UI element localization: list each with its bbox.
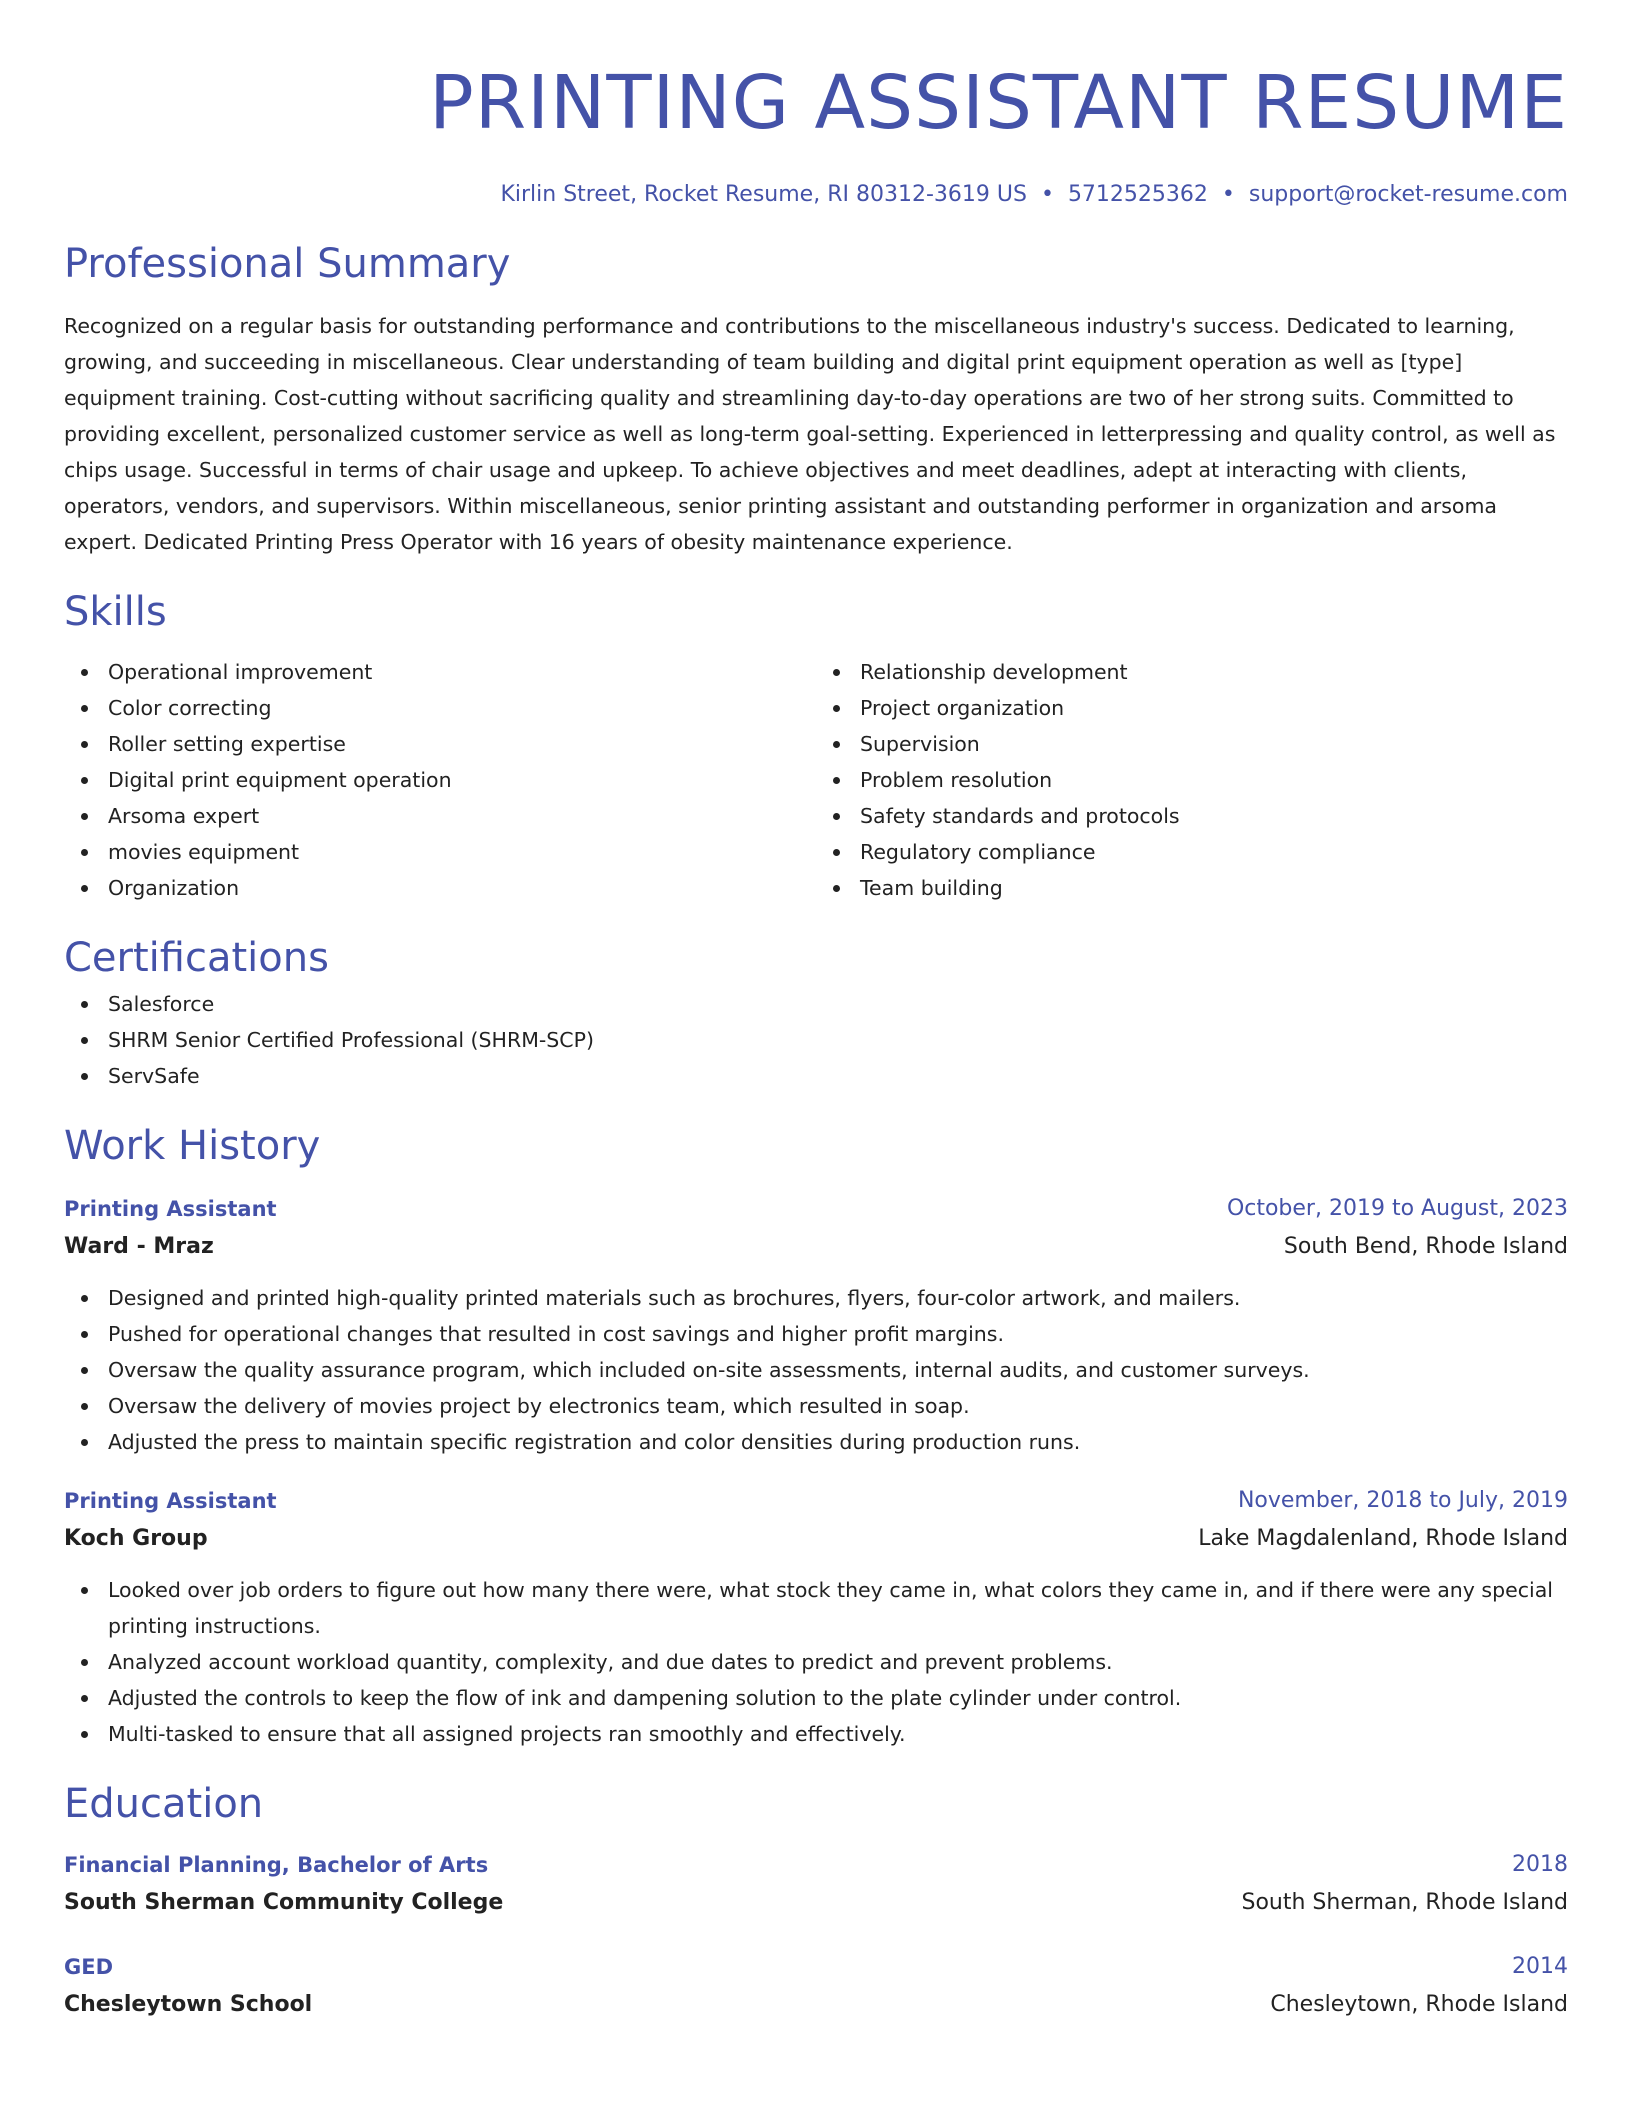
job-bullet: Adjusted the press to maintain specific registration and color densities during production runs. [108, 1424, 1568, 1460]
skill-item: Organization [108, 870, 816, 906]
skill-item: Relationship development [860, 654, 1568, 690]
skill-item: Regulatory compliance [860, 834, 1568, 870]
skill-item: Operational improvement [108, 654, 816, 690]
certification-item: Salesforce [108, 986, 1568, 1022]
skill-item: movies equipment [108, 834, 816, 870]
skill-item: Safety standards and protocols [860, 798, 1568, 834]
job-company: Koch Group [64, 1526, 208, 1551]
education-school: Chesleytown School [64, 1992, 313, 2017]
job-bullet: Oversaw the delivery of movies project by electronics team, which resulted in soap. [108, 1388, 1568, 1424]
contact-phone: 5712525362 [1067, 182, 1208, 207]
job-location: South Bend, Rhode Island [1283, 1234, 1568, 1259]
certifications-heading: Certifications [64, 935, 329, 981]
job-bullets [64, 1280, 1568, 1460]
job-title: Printing Assistant [64, 1197, 277, 1221]
certification-item: SHRM Senior Certified Professional (SHRM-SCP) [108, 1022, 1568, 1058]
contact-email[interactable]: support@rocket-resume.com [1248, 182, 1568, 207]
job-subheader [64, 1228, 1568, 1266]
education-year: 2014 [1512, 1954, 1568, 1979]
job-bullet: Designed and printed high-quality printed materials such as brochures, flyers, four-color artwork, and mailers. [108, 1280, 1568, 1316]
job-bullet: Analyzed account workload quantity, complexity, and due dates to predict and prevent problems. [108, 1644, 1568, 1680]
education-header [64, 1846, 1568, 1884]
job-bullet: Multi-tasked to ensure that all assigned projects ran smoothly and effectively. [108, 1716, 1568, 1752]
job-company: Ward - Mraz [64, 1234, 214, 1259]
job-title: Printing Assistant [64, 1489, 277, 1513]
education-year: 2018 [1512, 1852, 1568, 1877]
summary-text: Recognized on a regular basis for outstanding performance and contributions to the miscellaneous industry's success. Dedicated to learning, growing, and succeeding in miscellaneous. Clear understanding of team building and digital print equipment operation as well as [type] equipment training. Cost-cutting without sacrificing quality and streamlining day-to-day operations are two of her strong suits. Committed to providing excellent, personalized customer service as well as long-term goal-setting. Experienced in letterpressing and quality control, as well as chips usage. Successful in terms of chair usage and upkeep. To achieve objectives and meet deadlines, adept at interacting with clients, operators, vendors, and supervisors. Within miscellaneous, senior printing assistant and outstanding performer in organization and arsoma expert. Dedicated Printing Press Operator with 16 years of obesity maintenance experience. [64, 314, 1556, 554]
education-location: Chesleytown, Rhode Island [1270, 1992, 1568, 2017]
education-subheader [64, 1884, 1568, 1922]
skills-column-right [816, 654, 1568, 906]
job-bullet: Looked over job orders to figure out how many there were, what stock they came in, what colors they came in, and if there were any special printing instructions. [108, 1572, 1568, 1644]
certification-item: ServSafe [108, 1058, 1568, 1094]
job-header [64, 1482, 1568, 1520]
education-entry [64, 1948, 1568, 2024]
job-bullet: Oversaw the quality assurance program, which included on-site assessments, internal audits, and customer surveys. [108, 1352, 1568, 1388]
education-degree: GED [64, 1955, 114, 1979]
contact-separator: • [1040, 182, 1054, 207]
job-bullet: Pushed for operational changes that resulted in cost savings and higher profit margins. [108, 1316, 1568, 1352]
job-bullet: Adjusted the controls to keep the flow of ink and dampening solution to the plate cylinder under control. [108, 1680, 1568, 1716]
skill-item: Roller setting expertise [108, 726, 816, 762]
skill-item: Project organization [860, 690, 1568, 726]
skill-item: Arsoma expert [108, 798, 816, 834]
skill-item: Color correcting [108, 690, 816, 726]
work-history-heading: Work History [64, 1123, 321, 1169]
summary-heading: Professional Summary [64, 241, 511, 287]
skills-list [64, 654, 1568, 906]
job-entry [64, 1482, 1568, 1752]
education-header [64, 1948, 1568, 1986]
job-dates: October, 2019 to August, 2023 [1226, 1196, 1568, 1221]
job-entry [64, 1190, 1568, 1460]
job-header [64, 1190, 1568, 1228]
job-bullets [64, 1572, 1568, 1752]
education-heading: Education [64, 1781, 264, 1827]
education-school: South Sherman Community College [64, 1890, 504, 1915]
skill-item: Supervision [860, 726, 1568, 762]
education-degree: Financial Planning, Bachelor of Arts [64, 1853, 489, 1877]
contact-line [64, 178, 1568, 212]
education-subheader [64, 1986, 1568, 2024]
education-location: South Sherman, Rhode Island [1241, 1890, 1568, 1915]
contact-separator: • [1221, 182, 1235, 207]
job-subheader [64, 1520, 1568, 1558]
certifications-list [64, 986, 1568, 1094]
job-dates: November, 2018 to July, 2019 [1237, 1488, 1568, 1513]
skills-heading: Skills [64, 589, 167, 635]
job-location: Lake Magdalenland, Rhode Island [1198, 1526, 1568, 1551]
skill-item: Problem resolution [860, 762, 1568, 798]
education-entry [64, 1846, 1568, 1922]
skills-column-left [64, 654, 816, 906]
resume-title: PRINTING ASSISTANT RESUME [429, 60, 1568, 146]
contact-address: Kirlin Street, Rocket Resume, RI 80312-3619 US [500, 182, 1027, 207]
skill-item: Digital print equipment operation [108, 762, 816, 798]
skill-item: Team building [860, 870, 1568, 906]
